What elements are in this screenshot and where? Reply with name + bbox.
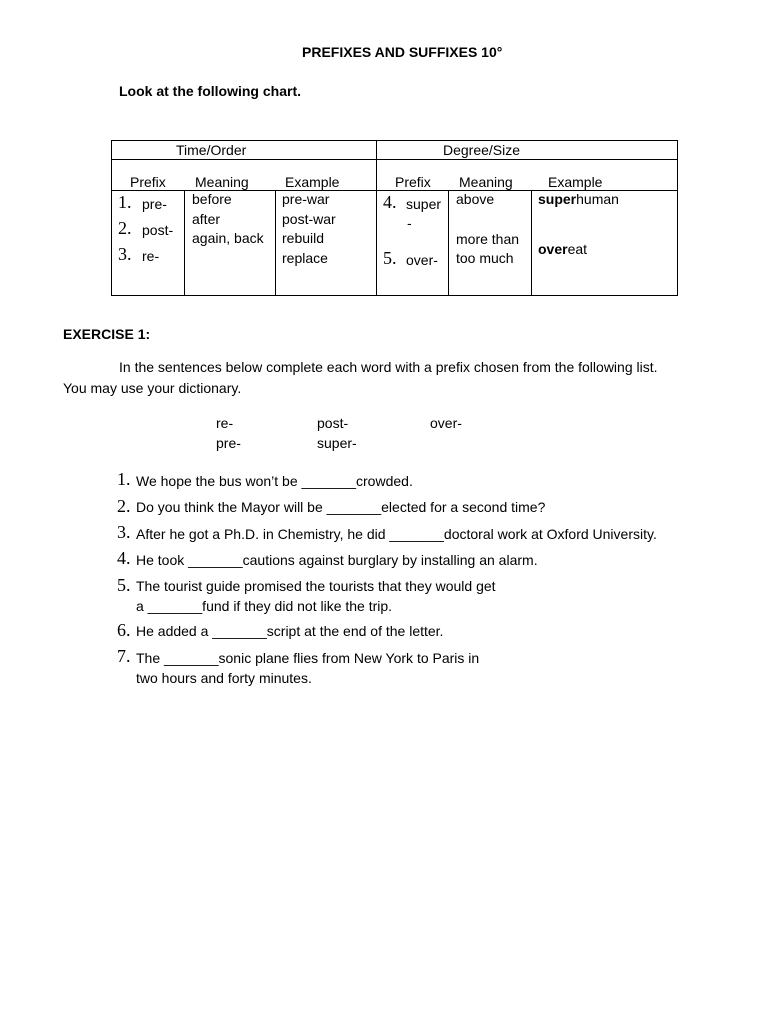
intro-text: Look at the following chart. — [119, 83, 301, 99]
group-header-degree-size: Degree/Size — [443, 142, 521, 158]
example-cell: pre-war — [282, 191, 330, 207]
row-number: 5. — [383, 248, 397, 268]
prefix-list-item: over- — [430, 415, 462, 431]
example-bold-part: over — [538, 241, 568, 257]
column-header-prefix: Prefix — [130, 174, 166, 190]
sentence-text: He added a _______script at the end of the letter. — [136, 623, 444, 639]
column-header-example: Example — [285, 174, 340, 190]
sentence-text: a _______fund if they did not like the trip. — [136, 598, 393, 614]
column-header-meaning: Meaning — [459, 174, 513, 190]
prefix-cell: over- — [406, 252, 438, 268]
prefix-cell: re- — [142, 248, 160, 264]
sentence-text: He took _______cautions against burglary by installing an alarm. — [136, 552, 538, 568]
sentence-text: The tourist guide promised the tourists that they would get — [136, 578, 496, 594]
row-number: 1. — [118, 192, 132, 212]
prefix-cell: super — [406, 196, 442, 212]
meaning-cell: too much — [456, 250, 514, 266]
example-cell: rebuild — [282, 230, 325, 246]
example-cell: post-war — [282, 211, 336, 227]
sentence-text: two hours and forty minutes. — [136, 670, 312, 686]
column-header-meaning: Meaning — [195, 174, 249, 190]
prefix-list-item: pre- — [216, 435, 241, 451]
prefix-list-item: post- — [317, 415, 349, 431]
group-header-time-order: Time/Order — [176, 142, 247, 158]
sentence-number: 5. — [117, 575, 131, 595]
page-title: PREFIXES AND SUFFIXES 10° — [302, 44, 503, 60]
prefix-list-item: re- — [216, 415, 234, 431]
prefix-cell-continuation: - — [407, 215, 412, 231]
sentence-number: 2. — [117, 496, 131, 516]
sentence-number: 4. — [117, 548, 131, 568]
column-header-example: Example — [548, 174, 603, 190]
sentence-number: 3. — [117, 522, 131, 542]
column-header-prefix: Prefix — [395, 174, 431, 190]
prefix-cell: post- — [142, 222, 174, 238]
sentence-text: After he got a Ph.D. in Chemistry, he did _______doctoral work at Oxford University. — [136, 526, 657, 542]
prefix-list-item: super- — [317, 435, 357, 451]
example-cell: replace — [282, 250, 328, 266]
meaning-cell: again, back — [192, 230, 264, 246]
example-bold-part: super — [538, 191, 577, 207]
sentence-number: 7. — [117, 646, 131, 666]
sentence-number: 6. — [117, 620, 131, 640]
example-cell — [538, 191, 619, 207]
meaning-cell: above — [456, 191, 495, 207]
exercise-heading: EXERCISE 1: — [63, 326, 151, 342]
example-rest-part: eat — [567, 241, 588, 257]
meaning-cell: more than — [456, 231, 520, 247]
instructions: You may use your dictionary. — [63, 380, 242, 396]
sentence-number: 1. — [117, 469, 131, 489]
example-rest-part: human — [576, 191, 619, 207]
sentence-text: We hope the bus won’t be _______crowded. — [136, 473, 413, 489]
sentence-text: Do you think the Mayor will be _______elected for a second time? — [136, 499, 546, 515]
sentence-text: The _______sonic plane flies from New York to Paris in — [136, 650, 480, 666]
example-cell — [538, 241, 587, 257]
prefix-cell: pre- — [142, 196, 167, 212]
row-number: 3. — [118, 244, 132, 264]
instructions: In the sentences below complete each word with a prefix chosen from the following list. — [119, 359, 658, 375]
meaning-cell: before — [192, 191, 232, 207]
row-number: 4. — [383, 192, 397, 212]
row-number: 2. — [118, 218, 132, 238]
meaning-cell: after — [192, 211, 221, 227]
